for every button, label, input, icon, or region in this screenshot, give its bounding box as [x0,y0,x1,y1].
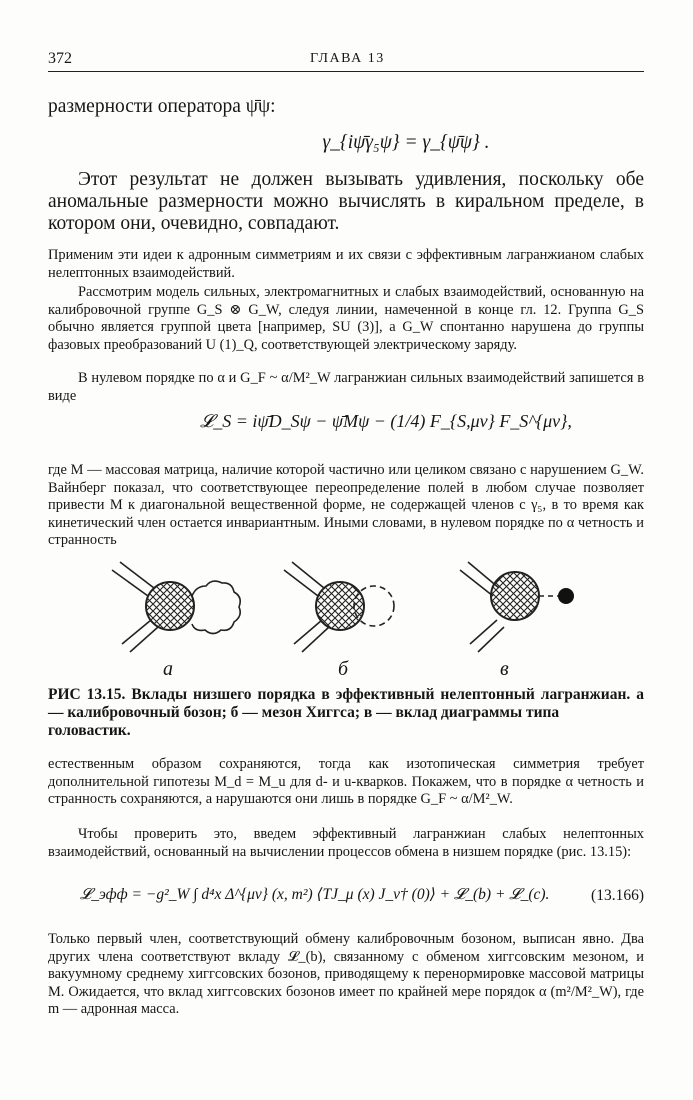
diagram-a-gauge-boson [112,562,240,652]
paragraph-final: Только первый член, соответствующий обмену калибровочным бозоном, выписан явно. Два других члена соответствуют вкладу 𝓛_(b), связанному с обменом хиггсовским мезоном, и вакуумному среднему хиггсовских бозонов, приводящему к перенормировке массовой матрицы M. Ожидается, что вклад хиггсовских бозонов имеет по крайней мере порядок α (m²/M²_W), где m — адронная масса. [48,931,644,1018]
paragraph-large: Этот результат не должен вызывать удивления, поскольку обе аномальные размерности можно вычислять в киральном пределе, в котором они, очевидно, совпадают. [48,169,644,234]
paragraph-check: Чтобы проверить это, введем эффективный лагранжиан слабых нелептонных взаимодействий, основанный на вычислении процессов обмена в низшем порядке (рис. 13.15): [48,826,644,860]
paragraph-natural: естественным образом сохраняются, тогда как изотопическая симметрия требует дополнительной гипотезы M_d = M_u для d- и u-кварков. Покажем, что в порядке α четность и странность сохраняются, а нарушаются они лишь в порядке G_F ~ α/M²_W. [48,756,644,808]
intro-line: размерности оператора ψ̄ψ: [48,96,276,117]
formula-effective-lagrangian: 𝓛_эфф = −g²_W ∫ d⁴x Δ^{μν} (x, m²) ⟨TJ_μ (x) J_ν† (0)⟩ + 𝓛_(b) + 𝓛_(c). [80,886,550,903]
page-number: 372 [48,50,72,67]
paragraph-apply: Применим эти идеи к адронным симметриям и их связи с эффективным лагранжианом слабых нелептонных взаимодействий. [48,247,644,281]
chapter-title: ГЛАВА 13 [310,51,385,66]
paragraph-mass-matrix: где M — массовая матрица, наличие которой частично или целиком связано с нарушением G_W. Вайнберг показал, что соответствующее переопределение полей в любом случае позволяет привести M к диагональной вещественной форме, не содержащей членов с γ₅, в то время как кинетический член остается инвариантным. Иными словами, в нулевом порядке по α четность и странность [48,462,644,549]
figure-label-c: в [500,658,509,680]
diagram-b-higgs-meson [284,562,394,652]
formula-gamma: γ_{iψ̄γ₅ψ} = γ_{ψ̄ψ} . [322,132,490,153]
equation-number: (13.166) [591,887,644,904]
header-rule [48,71,644,72]
figure-caption-end: головастик. [48,722,131,739]
running-header [48,50,644,72]
paragraph-zero-order: В нулевом порядке по α и G_F ~ α/M²_W лагранжиан сильных взаимодействий запишется в виде [48,370,644,404]
book-page [48,0,644,1100]
figure-label-a: а [163,658,173,680]
figure-13-15 [48,548,644,688]
figure-label-b: б [338,658,349,680]
formula-lagrangian-strong: 𝓛_S = iψ̄D_Sψ − ψ̄Mψ − (1/4) F_{S,μν} F_S^{μν}, [200,411,572,431]
paragraph-model: Рассмотрим модель сильных, электромагнитных и слабых взаимодействий, основанную на калибровочной группе G_S ⊗ G_W, следуя линии, намеченной в конце гл. 12. Группа G_S обычно является группой цвета [например, SU (3)], а G_W спонтанно нарушена до группы фазовых преобразований U (1)_Q, соответствующей электрическому заряду. [48,284,644,353]
figure-caption: РИС 13.15. Вклады низшего порядка в эффективный нелептонный лагранжиан. а — калибровочный бозон; б — мезон Хиггса; в — вклад диаграммы типа [48,686,644,721]
diagram-c-tadpole [460,562,574,652]
